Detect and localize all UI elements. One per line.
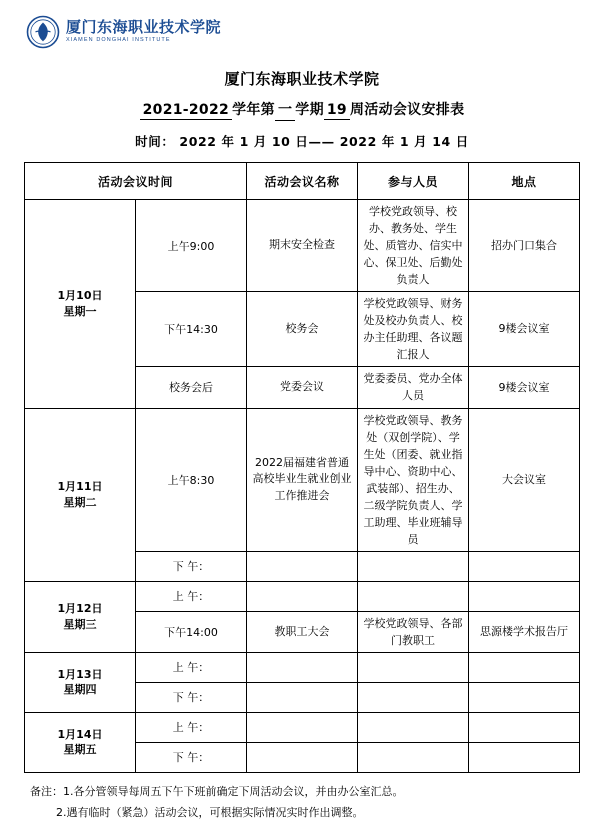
location: 思源楼学术报告厅 xyxy=(469,611,580,652)
location xyxy=(469,652,580,682)
subtitle-mid1: 学年第 xyxy=(232,102,275,118)
meeting-name xyxy=(247,581,358,611)
table-row xyxy=(25,581,580,611)
participants: 党委委员、党办全体人员 xyxy=(358,367,469,408)
logo-text xyxy=(66,20,221,44)
logo-english-name: XIAMEN DONGHAI INSTITUTE xyxy=(66,36,171,43)
location: 9楼会议室 xyxy=(469,367,580,408)
table-header-row xyxy=(25,163,580,200)
time-slot: 上午9:00 xyxy=(136,200,247,292)
time-slot: 下 午： xyxy=(136,742,247,772)
participants: 学校党政领导、财务处及校办负责人、校办主任助理、各议题汇报人 xyxy=(358,292,469,367)
schedule-table xyxy=(24,162,580,773)
date-range-dash: —— xyxy=(308,134,335,149)
meeting-name xyxy=(247,682,358,712)
time-slot: 下 午： xyxy=(136,551,247,581)
time-slot: 校务会后 xyxy=(136,367,247,408)
column-header-time: 活动会议时间 xyxy=(25,163,247,200)
table-row xyxy=(25,200,580,292)
date-range xyxy=(0,132,604,150)
participants xyxy=(358,652,469,682)
participants xyxy=(358,551,469,581)
time-slot: 上午8:30 xyxy=(136,408,247,551)
subtitle-tail: 周活动会议安排表 xyxy=(349,102,465,118)
meeting-name: 党委会议 xyxy=(247,367,358,408)
meeting-name: 校务会 xyxy=(247,292,358,367)
date-range-label: 时间： xyxy=(135,134,175,149)
meeting-name: 教职工大会 xyxy=(247,611,358,652)
time-slot: 上 午： xyxy=(136,652,247,682)
participants xyxy=(358,712,469,742)
column-header-people: 参与人员 xyxy=(358,163,469,200)
day-label: 1月13日 星期四 xyxy=(25,652,136,712)
location xyxy=(469,712,580,742)
note-line-1: 备注：1.各分管领导每周五下午下班前确定下周活动会议，并由办公室汇总。 xyxy=(30,784,404,798)
meeting-name: 2022届福建省普通高校毕业生就业创业工作推进会 xyxy=(247,408,358,551)
day-label: 1月10日 星期一 xyxy=(25,200,136,409)
day-label: 1月12日 星期三 xyxy=(25,581,136,652)
time-slot: 上 午： xyxy=(136,712,247,742)
school-logo xyxy=(0,0,604,54)
page-title: 厦门东海职业技术学院 xyxy=(224,70,380,88)
time-slot: 下 午： xyxy=(136,682,247,712)
meeting-name xyxy=(247,551,358,581)
subtitle-term: 一 xyxy=(275,99,295,121)
table-body xyxy=(25,200,580,773)
column-header-place: 地点 xyxy=(469,163,580,200)
meeting-name xyxy=(247,652,358,682)
time-slot: 下午14:30 xyxy=(136,292,247,367)
logo-chinese-name: 厦门东海职业技术学院 xyxy=(66,18,222,37)
subtitle-mid2: 学期 xyxy=(295,102,324,118)
location xyxy=(469,551,580,581)
location xyxy=(469,682,580,712)
table-row xyxy=(25,712,580,742)
school-emblem-icon xyxy=(26,15,60,49)
subtitle-year: 2021-2022 xyxy=(140,102,232,120)
location: 招办门口集合 xyxy=(469,200,580,292)
time-slot: 上 午： xyxy=(136,581,247,611)
subtitle-week: 19 xyxy=(324,102,350,120)
note-line-2: 2.遇有临时（紧急）活动会议，可根据实际情况实时作出调整。 xyxy=(56,805,364,819)
time-slot: 下午14:00 xyxy=(136,611,247,652)
table-row xyxy=(25,408,580,551)
date-range-start: 2022 年 1 月 10 日 xyxy=(179,134,309,149)
location: 大会议室 xyxy=(469,408,580,551)
date-range-end: 2022 年 1 月 14 日 xyxy=(339,134,469,149)
location: 9楼会议室 xyxy=(469,292,580,367)
location xyxy=(469,581,580,611)
participants: 学校党政领导、各部门教职工 xyxy=(358,611,469,652)
participants xyxy=(358,581,469,611)
participants xyxy=(358,742,469,772)
participants: 学校党政领导、校办、教务处、学生处、质管办、信实中心、保卫处、后勤处负责人 xyxy=(358,200,469,292)
participants xyxy=(358,682,469,712)
participants: 学校党政领导、教务处（双创学院）、学生处（团委、就业指导中心、资助中心、武装部）、招生办、二级学院负责人、学工助理、毕业班辅导员 xyxy=(358,408,469,551)
table-row xyxy=(25,652,580,682)
meeting-name xyxy=(247,742,358,772)
column-header-name: 活动会议名称 xyxy=(247,163,358,200)
location xyxy=(469,742,580,772)
meeting-name xyxy=(247,712,358,742)
day-label: 1月14日 星期五 xyxy=(25,712,136,772)
page-subtitle xyxy=(0,99,604,121)
day-label: 1月11日 星期二 xyxy=(25,408,136,581)
footer-notes xyxy=(30,782,604,824)
meeting-name: 期末安全检查 xyxy=(247,200,358,292)
